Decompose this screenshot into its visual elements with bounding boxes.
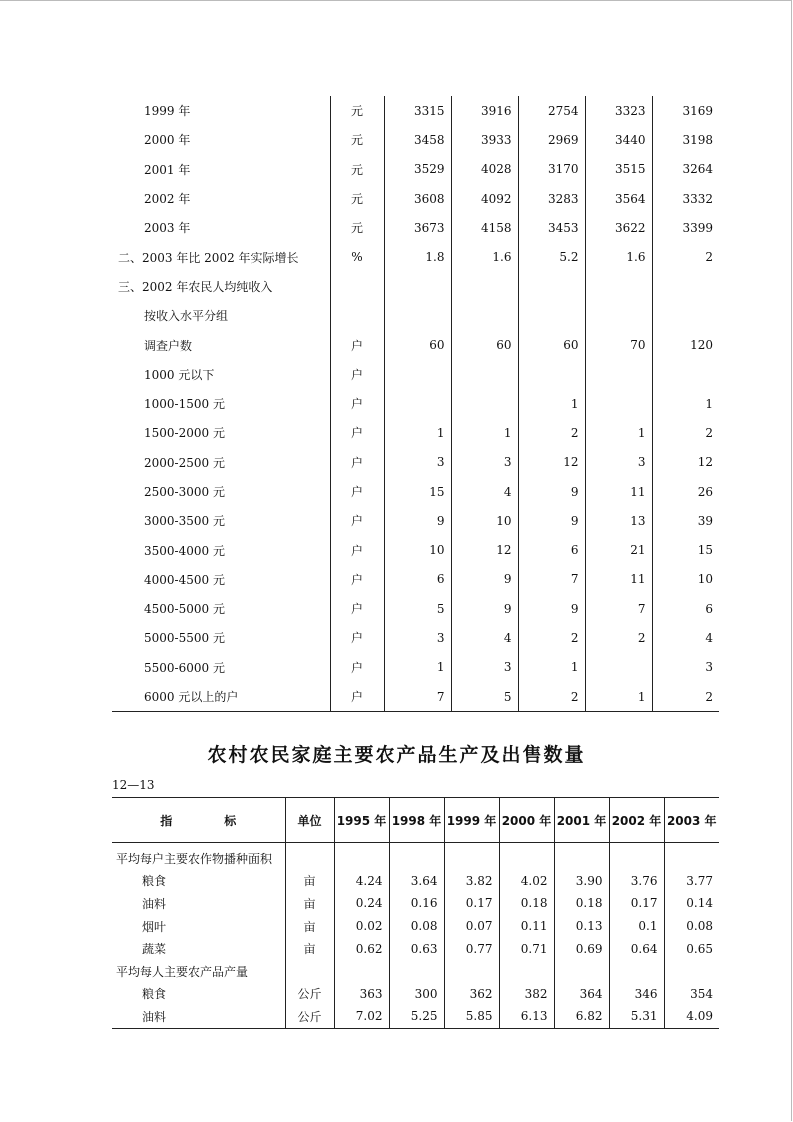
row-value: 3916 [451, 96, 518, 125]
header-year: 2002 年 [609, 798, 664, 843]
row-value: 0.07 [444, 915, 499, 938]
row-unit: 元 [330, 155, 384, 184]
row-value [384, 360, 451, 389]
row-label: 1000-1500 元 [144, 397, 225, 412]
row-value [652, 301, 719, 330]
table-row [112, 843, 719, 870]
header-indicator [112, 798, 285, 843]
row-value: 2 [652, 682, 719, 712]
table-code: 12—13 [112, 778, 155, 792]
row-value [652, 360, 719, 389]
row-label: 1999 年 [144, 104, 191, 119]
row-value: 1 [384, 418, 451, 447]
row-value [554, 960, 609, 983]
row-label: 二、2003 年比 2002 年实际增长 [118, 250, 299, 265]
row-value [334, 843, 389, 870]
row-value: 2 [518, 623, 585, 652]
row-value: 3323 [585, 96, 652, 125]
row-value: 4.02 [499, 870, 554, 893]
row-value: 3.82 [444, 870, 499, 893]
table-row [112, 682, 719, 712]
row-value [384, 272, 451, 301]
row-unit: 亩 [285, 870, 334, 893]
row-unit: 元 [330, 213, 384, 242]
row-value: 354 [690, 986, 713, 1001]
row-value: 4028 [451, 155, 518, 184]
table-row [112, 418, 719, 447]
row-value: 3 [705, 660, 713, 675]
row-value: 9 [518, 477, 585, 506]
row-label: 6000 元以上的户 [112, 682, 330, 712]
row-value: 1.8 [384, 242, 451, 271]
table-row [112, 983, 719, 1006]
row-value: 9 [518, 506, 585, 535]
table-row [112, 360, 719, 389]
table-row [112, 96, 719, 125]
row-value: 9 [384, 506, 451, 535]
row-value: 12 [451, 535, 518, 564]
table-row [112, 565, 719, 594]
header-year: 2001 年 [554, 798, 609, 843]
row-unit: 户 [330, 535, 384, 564]
row-value: 0.71 [499, 937, 554, 960]
row-value: 3170 [518, 155, 585, 184]
row-label: 4500-5000 元 [144, 602, 225, 617]
row-unit: 元 [330, 96, 384, 125]
row-value [451, 389, 518, 418]
row-unit: 亩 [285, 937, 334, 960]
row-value: 26 [697, 484, 713, 499]
row-label: 油料 [112, 1005, 285, 1028]
row-value [499, 843, 554, 870]
row-value: 9 [451, 594, 518, 623]
row-value: 13 [585, 506, 652, 535]
row-label: 平均每户主要农作物播种面积 [112, 843, 285, 870]
header-year: 1998 年 [389, 798, 444, 843]
row-label: 蔬菜 [112, 937, 285, 960]
row-value: 3 [451, 653, 518, 682]
row-value: 2 [518, 682, 585, 712]
row-value: 0.1 [609, 915, 664, 938]
table-row [112, 155, 719, 184]
row-unit [330, 272, 384, 301]
row-value: 2 [518, 418, 585, 447]
row-value: 1 [451, 418, 518, 447]
row-value: 0.65 [686, 941, 713, 956]
row-value: 12 [518, 448, 585, 477]
row-value: 362 [444, 983, 499, 1006]
row-label: 粮食 [112, 870, 285, 893]
row-unit: 公斤 [285, 1005, 334, 1028]
row-value: 15 [697, 543, 713, 558]
row-unit: 户 [330, 418, 384, 447]
row-value: 1 [518, 653, 585, 682]
row-unit: 亩 [285, 892, 334, 915]
row-value: 3 [384, 623, 451, 652]
row-value: 7 [585, 594, 652, 623]
row-value: 364 [554, 983, 609, 1006]
row-value [518, 272, 585, 301]
row-value [664, 843, 719, 870]
row-unit: 户 [330, 477, 384, 506]
row-value: 2 [585, 623, 652, 652]
row-label: 3000-3500 元 [144, 514, 225, 529]
row-value: 3169 [682, 103, 713, 118]
row-value [609, 843, 664, 870]
row-value: 1 [705, 396, 713, 411]
table-row [112, 937, 719, 960]
header-year: 1999 年 [444, 798, 499, 843]
row-value: 3515 [585, 155, 652, 184]
table-row [112, 892, 719, 915]
row-value: 7 [384, 682, 451, 712]
row-value: 346 [609, 983, 664, 1006]
row-value: 3529 [384, 155, 451, 184]
row-value: 0.08 [389, 915, 444, 938]
row-label: 2002 年 [144, 192, 191, 207]
row-value: 3608 [384, 184, 451, 213]
row-value [451, 301, 518, 330]
row-value: 1 [585, 682, 652, 712]
row-value: 6 [384, 565, 451, 594]
row-value: 9 [518, 594, 585, 623]
row-value: 5.85 [444, 1005, 499, 1028]
row-value [334, 960, 389, 983]
row-value [518, 301, 585, 330]
row-unit: 户 [330, 448, 384, 477]
table-row [112, 870, 719, 893]
row-value: 363 [334, 983, 389, 1006]
header-unit: 单位 [285, 798, 334, 843]
row-label: 按收入水平分组 [144, 309, 229, 324]
row-value: 21 [585, 535, 652, 564]
row-value: 5 [384, 594, 451, 623]
row-value: 5 [451, 682, 518, 712]
table-row [112, 242, 719, 271]
row-value [444, 843, 499, 870]
row-value: 382 [499, 983, 554, 1006]
row-value: 10 [384, 535, 451, 564]
row-value: 3622 [585, 213, 652, 242]
row-value: 6.82 [554, 1005, 609, 1028]
row-label: 5000-5500 元 [144, 631, 225, 646]
row-value: 0.24 [334, 892, 389, 915]
row-value [451, 272, 518, 301]
income-table-body [112, 96, 719, 712]
row-value [609, 960, 664, 983]
row-unit: 户 [330, 682, 384, 712]
row-value: 0.13 [554, 915, 609, 938]
row-value: 120 [690, 338, 713, 353]
row-unit: 户 [330, 360, 384, 389]
header-year: 1995 年 [334, 798, 389, 843]
row-label: 2000 年 [144, 133, 191, 148]
row-value: 11 [585, 477, 652, 506]
row-value: 4 [705, 630, 713, 645]
row-value: 7.02 [334, 1005, 389, 1028]
row-value: 1 [585, 418, 652, 447]
row-value: 3.77 [686, 873, 713, 888]
header-indicator-b: 标 [224, 813, 237, 828]
row-unit: % [330, 242, 384, 271]
row-value: 0.14 [686, 896, 713, 911]
row-value: 0.02 [334, 915, 389, 938]
table-row [112, 389, 719, 418]
row-value: 5.25 [389, 1005, 444, 1028]
row-value: 3 [451, 448, 518, 477]
row-value: 3458 [384, 125, 451, 154]
row-value: 6 [705, 601, 713, 616]
row-label: 2000-2500 元 [144, 455, 225, 470]
row-value [554, 843, 609, 870]
row-value: 10 [451, 506, 518, 535]
row-value: 5.2 [518, 242, 585, 271]
row-value: 300 [389, 983, 444, 1006]
row-value: 3283 [518, 184, 585, 213]
table-row [112, 301, 719, 330]
row-value: 60 [384, 330, 451, 359]
row-value: 3198 [682, 132, 713, 147]
row-label: 5500-6000 元 [144, 660, 225, 675]
row-label: 3500-4000 元 [144, 543, 225, 558]
row-value: 3.76 [609, 870, 664, 893]
table-row [112, 330, 719, 359]
row-unit: 公斤 [285, 983, 334, 1006]
table-row [112, 477, 719, 506]
table-row [112, 535, 719, 564]
table-row [112, 915, 719, 938]
row-value: 0.17 [609, 892, 664, 915]
row-value [389, 843, 444, 870]
row-value: 3564 [585, 184, 652, 213]
row-value: 0.63 [389, 937, 444, 960]
row-value: 0.08 [686, 919, 713, 934]
row-value [585, 653, 652, 682]
row-value: 2 [705, 425, 713, 440]
row-unit: 户 [330, 565, 384, 594]
row-value [652, 272, 719, 301]
row-value: 4 [451, 623, 518, 652]
row-value: 3453 [518, 213, 585, 242]
table-row [112, 272, 719, 301]
row-unit: 户 [330, 330, 384, 359]
header-year: 2003 年 [664, 798, 719, 843]
row-unit [285, 843, 334, 870]
row-value: 11 [585, 565, 652, 594]
table-title: 农村农民家庭主要农产品生产及出售数量 [207, 744, 586, 766]
table-row [112, 960, 719, 983]
produce-table [112, 797, 719, 1029]
row-value: 0.62 [334, 937, 389, 960]
row-value [518, 360, 585, 389]
row-value: 3933 [451, 125, 518, 154]
table-row [112, 1005, 719, 1028]
row-label: 烟叶 [112, 915, 285, 938]
row-value: 0.16 [389, 892, 444, 915]
row-value: 0.69 [554, 937, 609, 960]
row-label: 1000 元以下 [144, 367, 215, 382]
row-value [664, 960, 719, 983]
header-row [112, 798, 719, 843]
table-row [112, 594, 719, 623]
row-value: 1 [518, 389, 585, 418]
row-value: 15 [384, 477, 451, 506]
row-label: 粮食 [112, 983, 285, 1006]
row-value: 1 [384, 653, 451, 682]
row-unit [285, 960, 334, 983]
row-label: 2001 年 [144, 162, 191, 177]
row-unit: 户 [330, 623, 384, 652]
row-value: 3 [585, 448, 652, 477]
row-label: 2003 年 [144, 221, 191, 236]
row-value: 4.09 [664, 1005, 719, 1028]
row-value: 3399 [682, 220, 713, 235]
row-value: 60 [518, 330, 585, 359]
row-value [444, 960, 499, 983]
row-unit: 户 [330, 594, 384, 623]
row-value: 0.11 [499, 915, 554, 938]
row-value: 6.13 [499, 1005, 554, 1028]
row-value: 60 [451, 330, 518, 359]
row-label: 4000-4500 元 [144, 572, 225, 587]
row-value [384, 389, 451, 418]
row-label: 平均每人主要农产品产量 [112, 960, 285, 983]
income-table [112, 96, 719, 712]
row-value [585, 272, 652, 301]
row-value [389, 960, 444, 983]
table-row [112, 125, 719, 154]
table-row [112, 184, 719, 213]
row-value [384, 301, 451, 330]
row-value [499, 960, 554, 983]
row-label: 油料 [112, 892, 285, 915]
row-value: 7 [518, 565, 585, 594]
table-row [112, 653, 719, 682]
row-value: 2969 [518, 125, 585, 154]
row-value: 3332 [682, 191, 713, 206]
row-unit: 亩 [285, 915, 334, 938]
row-value: 2754 [518, 96, 585, 125]
row-value: 4092 [451, 184, 518, 213]
header-year: 2000 年 [499, 798, 554, 843]
row-value: 0.18 [499, 892, 554, 915]
row-value: 3.90 [554, 870, 609, 893]
row-value: 3440 [585, 125, 652, 154]
row-unit: 元 [330, 184, 384, 213]
row-value: 6 [518, 535, 585, 564]
row-value: 3 [384, 448, 451, 477]
row-unit: 元 [330, 125, 384, 154]
row-label: 调查户数 [144, 338, 193, 353]
header-indicator-a: 指 [160, 813, 173, 828]
row-value: 0.77 [444, 937, 499, 960]
row-value: 3.64 [389, 870, 444, 893]
row-value: 10 [697, 572, 713, 587]
row-label: 1500-2000 元 [144, 426, 225, 441]
table-row [112, 448, 719, 477]
produce-table-body [112, 843, 719, 1029]
row-value: 12 [697, 455, 713, 470]
row-unit: 户 [330, 653, 384, 682]
row-unit: 户 [330, 506, 384, 535]
row-value: 3673 [384, 213, 451, 242]
row-label: 2500-3000 元 [144, 485, 225, 499]
row-value: 4.24 [334, 870, 389, 893]
row-value: 0.18 [554, 892, 609, 915]
row-value [451, 360, 518, 389]
row-value: 70 [585, 330, 652, 359]
row-value: 0.64 [609, 937, 664, 960]
table-row [112, 213, 719, 242]
table-row [112, 623, 719, 652]
row-unit [330, 301, 384, 330]
row-value [585, 389, 652, 418]
row-value [585, 301, 652, 330]
table-row [112, 506, 719, 535]
row-value: 3315 [384, 96, 451, 125]
row-value: 2 [705, 250, 713, 265]
row-value: 39 [697, 513, 713, 528]
row-value [585, 360, 652, 389]
row-value: 1.6 [451, 242, 518, 271]
row-value: 1.6 [585, 242, 652, 271]
row-label: 三、2002 年农民人均纯收入 [118, 279, 273, 294]
row-value: 3264 [682, 162, 713, 177]
row-unit: 户 [330, 389, 384, 418]
row-value: 4 [451, 477, 518, 506]
row-value: 9 [451, 565, 518, 594]
row-value: 4158 [451, 213, 518, 242]
row-value: 5.31 [609, 1005, 664, 1028]
row-value: 0.17 [444, 892, 499, 915]
